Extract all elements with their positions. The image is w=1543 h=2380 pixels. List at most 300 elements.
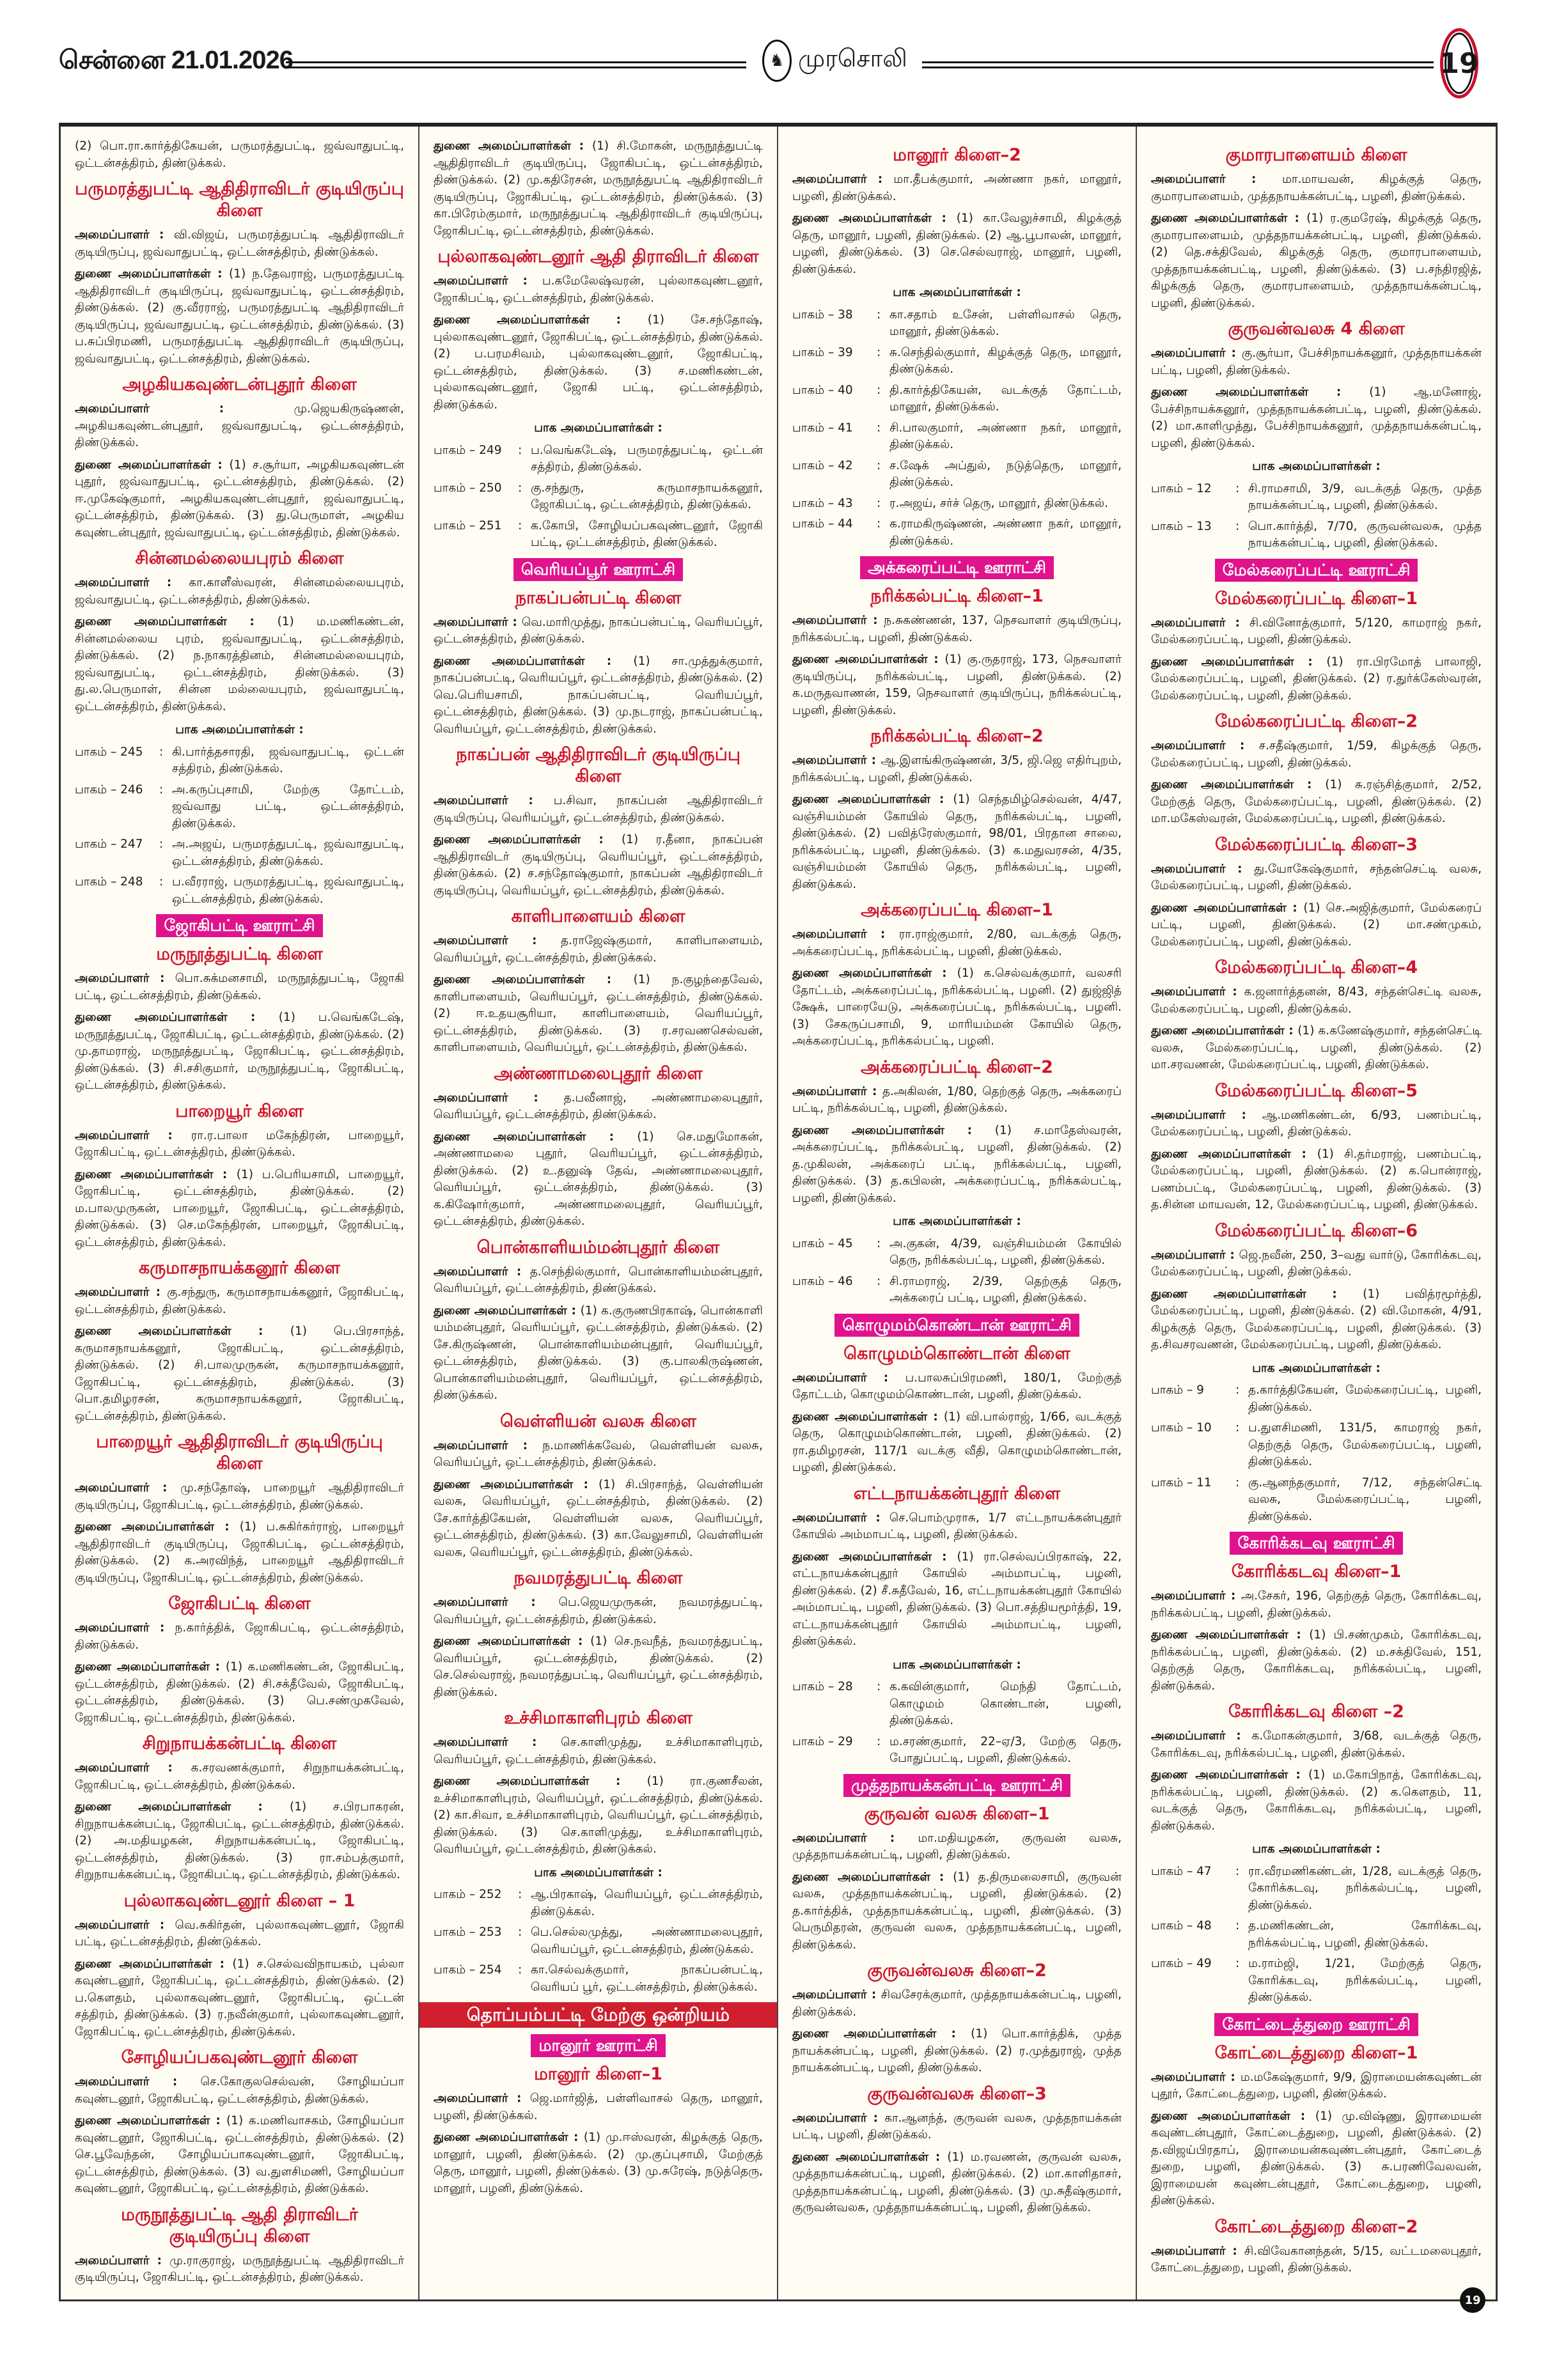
organiser	[75, 2253, 404, 2287]
organiser-label: அமைப்பாளர் :	[75, 1128, 191, 1142]
deputy-organisers-label: துணை அமைப்பாளர்கள் :	[75, 1167, 237, 1181]
booth-organisers-title: பாக அமைப்பாளர்கள் :	[893, 286, 1021, 299]
deputy-organisers	[792, 1409, 1122, 1477]
deputy-organisers-names: (1) மு.ஈஸ்வரன், கிழக்குத் தெரு, மானூர், பழனி, திண்டுக்கல். (2) மு.குப்புசாமி, மேற்குத் தெரு, மானூர், பழனி, திண்டுக்கல். (3) மு.சுரேஷ், நடுத்தெரு, மானூர், பழனி, திண்டுக்கல்.	[434, 2131, 763, 2195]
page-frame	[59, 123, 1498, 2301]
booth-number: பாகம் – 253	[434, 1925, 502, 1939]
dateline: சென்னை 21.01.2026	[59, 46, 294, 74]
organiser	[1151, 345, 1482, 379]
branch-heading: குருவன் வலசு கிளை–1	[864, 1803, 1050, 1824]
deputy-organisers-label: துணை அமைப்பாளர்கள் :	[75, 1520, 240, 1534]
organiser-name: ஆ.மணிகண்டன், 6/93, பணம்பட்டி, மேல்கரைப்பட்டி, பழனி, திண்டுக்கல்.	[1151, 1108, 1482, 1139]
booth-number: பாகம் – 28	[792, 1680, 853, 1693]
organiser	[434, 273, 763, 307]
colon: :	[518, 481, 522, 495]
organiser-label: அமைப்பாளர் :	[75, 1918, 175, 1932]
deputy-organisers-label: துணை அமைப்பாளர்கள் :	[792, 2027, 971, 2041]
deputy-organisers-label: துணை அமைப்பாளர்கள் :	[1151, 1287, 1363, 1301]
branch-heading: குருவன்வலசு கிளை–3	[867, 2083, 1047, 2104]
organiser	[75, 401, 404, 452]
organiser-name: ஜெ.நவீன், 250, 3–வது வார்டு, கோரிக்கடவு, மேல்கரைப்பட்டி, பழனி, திண்டுக்கல்.	[1151, 1248, 1482, 1279]
deputy-organisers-names: (1) க.கணேஷ்குமார், சந்தன்செட்டி வலசு, மேல்கரைப்பட்டி, பழனி, திண்டுக்கல். (2) மா.சரவணன், மேல்கரைப்பட்டி, பழனி, திண்டுக்கல்.	[1151, 1024, 1482, 1071]
deputy-organisers-label: துணை அமைப்பாளர்கள் :	[1151, 2109, 1315, 2123]
organiser-label: அமைப்பாளர் :	[1151, 1729, 1252, 1743]
organiser-label: அமைப்பாளர் :	[792, 928, 899, 941]
booth-organiser: சி.பாலகுமார், அண்ணா நகர், மானூர், திண்டுக்கல்.	[889, 421, 1122, 451]
organiser	[1151, 171, 1482, 205]
booth-organiser: அ.குகன், 4/39, வஞ்சியம்மன் கோயில் தெரு, நரிக்கல்பட்டி, பழனி, திண்டுக்கல்.	[889, 1236, 1122, 1267]
organiser-name: க.சரவணக்குமார், சிறுநாயக்கன்பட்டி, ஜோகிபட்டி, ஒட்டன்சத்திரம், திண்டுக்கல்.	[75, 1761, 404, 1792]
booth-organiser: கு.ஆனந்தகுமார், 7/12, சந்தன்செட்டி வலசு, மேல்கரைப்பட்டி, பழனி, திண்டுக்கல்.	[1248, 1475, 1482, 1523]
deputy-organisers-names: (1) பி.சண்முகம், கோரிக்கடவு, நரிக்கல்பட்டி, பழனி, திண்டுக்கல். (2) ம.சக்திவேல், 151, தெற்குத் தெரு, கோரிக்கடவு, நரிக்கல்பட்டி, பழனி, திண்டுக்கல்.	[1151, 1628, 1482, 1693]
branch-section	[1151, 318, 1482, 552]
booth-organisers-title: பாக அமைப்பாளர்கள் :	[1252, 1842, 1381, 1856]
deputy-organisers-label: துணை அமைப்பாளர்கள் :	[434, 654, 634, 668]
branch-heading: கொழுமம்கொண்டான் கிளை	[843, 1343, 1070, 1364]
organiser-label: அமைப்பாளர் :	[792, 1084, 882, 1098]
booth-number: பாகம் – 38	[792, 307, 853, 322]
colon: :	[1235, 1919, 1240, 1933]
branch-heading: கோரிக்கடவு கிளை–1	[1231, 1562, 1402, 1582]
booth-number: பாகம் – 46	[792, 1274, 853, 1288]
organiser	[434, 793, 763, 827]
booth-organiser: ப.வீரராஜ், பருமரத்துபட்டி, ஜவ்வாதுபட்டி, ஒட்டன்சத்திரம், திண்டுக்கல்.	[172, 875, 404, 906]
organiser-name: செ.காளிமுத்து, உச்சிமாகாளிபுரம், வெரியப்பூர், ஒட்டன்சத்திரம், திண்டுக்கல்.	[434, 1736, 763, 1766]
branch-heading: உச்சிமாகாளிபுரம் கிளை	[504, 1708, 693, 1728]
colon: :	[877, 421, 881, 435]
organiser	[75, 1620, 404, 1654]
branch-heading: கோரிக்கடவு கிளை –2	[1228, 1702, 1404, 1722]
organiser-label: அமைப்பாளர் :	[1151, 2070, 1241, 2084]
deputy-organisers	[1151, 1286, 1482, 1354]
branch-section	[792, 2083, 1122, 2217]
organiser-name: ந.சுகண்ணன், 137, நெசவாளர் குடியிருப்பு, நரிக்கல்பட்டி, பழனி, திண்டுக்கல்.	[792, 614, 1122, 644]
deputy-organisers	[75, 1659, 404, 1727]
colon: :	[159, 875, 164, 889]
organiser-name: அ.சேகர், 196, தெற்குத் தெரு, கோரிக்கடவு, நரிக்கல்பட்டி, பழனி, திண்டுக்கல்.	[1151, 1589, 1482, 1620]
organiser-name: ரா.ராஜ்குமார், 2/80, வடக்குத் தெரு, அக்கரைப்பட்டி, நரிக்கல்பட்டி, பழனி, திண்டுக்கல்.	[792, 928, 1122, 958]
organiser-name: ச.சதீஷ்குமார், 1/59, கிழக்குத் தெரு, மேல்கரைப்பட்டி, பழனி, திண்டுக்கல்.	[1151, 739, 1482, 770]
organiser-name: கு.சந்துரு, கருமாசநாயக்கனூர், ஜோகிபட்டி, ஒட்டன்சத்திரம், திண்டுக்கல்.	[75, 1286, 404, 1316]
booth-organiser: ச.ஷேக் அப்துல், நடுத்தெரு, மானூர், திண்டுக்கல்.	[889, 458, 1122, 489]
branch-section	[1151, 1220, 1482, 1526]
organiser	[434, 614, 763, 648]
booth-organiser-row	[792, 458, 1122, 492]
booth-number: பாகம் – 48	[1151, 1919, 1212, 1933]
branch-section	[434, 246, 763, 552]
booth-organiser-row	[1151, 1863, 1482, 1915]
booth-organiser-row	[75, 874, 404, 908]
booth-organiser-row	[1151, 1918, 1482, 1952]
organiser-label: அமைப்பாளர் :	[75, 402, 294, 416]
organiser-label: அமைப்பாளர் :	[792, 1511, 889, 1525]
deputy-organisers-names: (1) ம.மணிகண்டன், சின்னமல்லைய புரம், ஜவ்வாதுபட்டி, ஒட்டன்சத்திரம், திண்டுக்கல். (2) ந.நாகரத்தினம், சின்னமல்லையபுரம், ஜவ்வாதுபட்டி, ஒட்டன்சத்திரம், திண்டுக்கல். (3) து.ல.பெருமாள், சின்ன மல்லையபுரம், ஜவ்வாதுபட்டி, ஒட்டன்சத்திரம், திண்டுக்கல்.	[75, 615, 404, 713]
booth-organiser-row	[792, 1273, 1122, 1307]
organiser-label: அமைப்பாளர் :	[1151, 1589, 1241, 1603]
organiser-label: அமைப்பாளர் :	[792, 2111, 885, 2125]
organiser-label: அமைப்பாளர் :	[434, 934, 561, 947]
deputy-organisers-label: துணை அமைப்பாளர்கள் :	[1151, 385, 1370, 399]
organiser-label: அமைப்பாளர் :	[434, 1596, 559, 1609]
branch-heading: மானூர் கிளை–2	[893, 145, 1021, 165]
branch-heading: சிறுநாயக்கன்பட்டி கிளை	[142, 1734, 337, 1754]
deputy-organisers-label: துணை அமைப்பாளர்கள் :	[1151, 1147, 1317, 1161]
deputy-organisers-label: துணை அமைப்பாளர்கள் :	[792, 2150, 948, 2164]
organiser-label: அமைப்பாளர் :	[1151, 985, 1244, 999]
booth-number: பாகம் – 49	[1151, 1957, 1212, 1970]
branch-section	[434, 2064, 763, 2197]
deputy-organisers-names: (1) க.மணிவாசகம், சோழியப்பா கவுண்டனூர், ஜோகிபட்டி, ஒட்டன்சத்திரம், திண்டுக்கல். (2) செ.பூவேந்தன், சோழியப்பாகவுண்டனூர், ஜோகிபட்டி, ஒட்டன்சத்திரம், திண்டுக்கல். (3) வ.துளசிமணி, சோழியப்பா கவுண்டனூர், ஜோகிபட்டி, ஒட்டன்சத்திரம், திண்டுக்கல்.	[75, 2114, 404, 2195]
deputy-organisers-names: (1) ச.சூர்யா, அழகியகவுண்டன் புதூர், ஜவ்வாதுபட்டி, ஒட்டன்சத்திரம், திண்டுக்கல். (2) ஈ.முகேஷ்குமார், அழகியகவுண்டன்புதூர், ஜவ்வாதுபட்டி, ஒட்டன்சத்திரம், திண்டுக்கல். (3) து.பெருமாள், அழகிய கவுண்டன்புதூர், ஜவ்வாதுபட்டி, ஒட்டன்சத்திரம், திண்டுக்கல்.	[75, 458, 404, 540]
deputy-organisers	[434, 312, 763, 414]
colon: :	[877, 496, 881, 510]
deputy-organisers-names: (1) க.குருணபிரகாஷ், பொன்காளி யம்மன்புதூர், வெரியப்பூர், ஒட்டன்சத்திரம், திண்டுக்கல். (2) சே.கிருஷ்ணன், பொன்காளியம்மன்புதூர், வெரியப்பூர், ஒட்டன்சத்திரம், திண்டுக்கல். (3) கு.பாலகிருஷ்ணன், பொன்காளியம்மன்புதூர், வெரியப்பூர், ஒட்டன்சத்திரம், திண்டுக்கல்.	[434, 1303, 763, 1402]
branch-heading: குருவன்வலசு 4 கிளை	[1228, 319, 1405, 339]
deputy-organisers-names: (1) சி.மோகன், மருநூத்துபட்டி ஆதிதிராவிடர் குடியிருப்பு, ஜோகிபட்டி, ஒட்டன்சத்திரம், திண்டுக்கல். (2) மு.கதிரேசன், மருநூத்துபட்டி ஆதிதிராவிடர் குடியிருப்பு, ஜோகிபட்டி, ஒட்டன்சத்திரம், திண்டுக்கல். (3) கா.பிரேம்குமார், மருநூத்துபட்டி ஆதிதிராவிடர் குடியிருப்பு, ஜோகிபட்டி, ஒட்டன்சத்திரம், திண்டுக்கல்.	[434, 139, 763, 238]
organiser-name: த.செந்தில்குமார், பொன்காளியம்மன்புதூர், வெரியப்பூர், ஒட்டன்சத்திரம், திண்டுக்கல்.	[434, 1264, 764, 1295]
deputy-organisers-label: துணை அமைப்பாளர்கள் :	[792, 212, 957, 225]
deputy-organisers-names: (1) க.மணிகண்டன், ஜோகிபட்டி, ஒட்டன்சத்திரம், திண்டுக்கல். (2) சி.சக்தீவேல், ஜோகிபட்டி, ஒட்டன்சத்திரம், திண்டுக்கல். (3) பெ.சண்முகவேல், ஜோகிபட்டி, ஒட்டன்சத்திரம், திண்டுக்கல்.	[75, 1660, 404, 1725]
deputy-organisers	[434, 1129, 763, 1231]
organiser-label: அமைப்பாளர் :	[1151, 1248, 1239, 1262]
branch-section	[792, 144, 1122, 550]
organiser-label: அமைப்பாளர் :	[1151, 616, 1249, 630]
branch-section	[1151, 144, 1482, 312]
organiser-label: அமைப்பாளர் :	[792, 173, 894, 186]
booth-organiser: த.மணிகண்டன், கோரிக்கடவு, நரிக்கல்பட்டி, பழனி, திண்டுக்கல்.	[1248, 1919, 1482, 1950]
colon: :	[518, 1888, 522, 1901]
column-1	[61, 127, 419, 2299]
booth-organiser-row	[434, 480, 763, 514]
deputy-organisers-names: (1) வி.பால்ராஜ், 1/66, வடக்குத் தெரு, கொழுமம்கொண்டான், பழனி, திண்டுக்கல். (2) ரா.தமிழரசன், 117/1 வடக்கு வீதி, கொழுமம்கொண்டான், பழனி, திண்டுக்கல்.	[792, 1410, 1122, 1474]
booth-number: பாகம் – 43	[792, 496, 853, 510]
deputy-organisers	[75, 266, 404, 368]
branch-section	[1151, 1561, 1482, 1695]
booth-organiser-row	[1151, 1475, 1482, 1526]
booth-organisers-title: பாக அமைப்பாளர்கள் :	[534, 1865, 662, 1879]
deputy-organisers-label: துணை அமைப்பாளர்கள் :	[792, 1123, 995, 1137]
colon: :	[877, 307, 881, 322]
deputy-organisers	[792, 2026, 1122, 2077]
organiser	[75, 2074, 404, 2108]
branch-section	[792, 899, 1122, 1050]
branch-section	[792, 1483, 1122, 1768]
organiser	[1151, 861, 1482, 895]
booth-organiser-row	[792, 1236, 1122, 1270]
deputy-organisers	[75, 1799, 404, 1884]
booth-organiser-row	[792, 495, 1122, 513]
booth-organiser: க.கவின்குமார், மெந்தி தோட்டம், கொழுமம் கொண்டான், பழனி, திண்டுக்கல்.	[889, 1680, 1122, 1727]
deputy-organisers	[75, 1323, 404, 1425]
branch-heading: நவமரத்துபட்டி கிளை	[513, 1568, 683, 1588]
booth-number: பாகம் – 44	[792, 517, 853, 531]
organiser-name: ஜெ.மார்ஜித், பள்ளிவாசல் தெரு, மானூர், பழனி, திண்டுக்கல்.	[434, 2092, 763, 2122]
organiser-name: ப.சிவா, நாகப்பன் ஆதிதிராவிடர் குடியிருப்பு, வெரியப்பூர், ஒட்டன்சத்திரம், திண்டுக்கல்.	[434, 794, 763, 825]
branch-heading: மருநூத்துபட்டி கிளை	[156, 944, 323, 964]
panchayat-banner: மேல்கரைப்பட்டி ஊராட்சி	[1215, 559, 1418, 582]
panchayat-banner: கொழுமம்கொண்டான் ஊராட்சி	[834, 1314, 1079, 1337]
booth-number: பாகம் – 40	[792, 383, 853, 397]
organiser-label: அமைப்பாளர் :	[434, 1264, 530, 1279]
colon: :	[1235, 1957, 1240, 1970]
colon: :	[518, 518, 522, 533]
booth-number: பாகம் – 29	[792, 1734, 853, 1748]
deputy-organisers	[1151, 654, 1482, 705]
deputy-organisers-names: (1) த.திருமலைசாமி, குருவன் வலசு, முத்தநாயக்கன்பட்டி, பழனி, திண்டுக்கல். (2) த.கார்த்திக், முத்தநாயக்கன்பட்டி, பழனி, திண்டுக்கல். (3) பெருமிதரன், குருவன் வலசு, முத்தநாயக்கன்பட்டி, பழனி, திண்டுக்கல்.	[792, 1870, 1122, 1952]
deputy-organisers-names: (1) ச.பிரபாகரன், சிறுநாயக்கன்பட்டி, ஜோகிபட்டி, ஒட்டன்சத்திரம், திண்டுக்கல். (2) அ.மதியழகன், சிறுநாயக்கன்பட்டி, ஜோகிபட்டி, ஒட்டன்சத்திரம், திண்டுக்கல். (3) ரா.சம்பத்குமார், சிறுநாயக்கன்பட்டி, ஜோகிபட்டி, ஒட்டன்சத்திரம், திண்டுக்கல்.	[75, 1800, 404, 1881]
deputy-organisers	[1151, 1146, 1482, 1214]
deputy-organisers-label: துணை அமைப்பாளர்கள் :	[792, 1870, 953, 1884]
booth-organiser-row	[1151, 1956, 1482, 2007]
panchayat-banner: ஜோகிபட்டி ஊராட்சி	[156, 914, 322, 937]
deputy-organisers-label: துணை அமைப்பாளர்கள் :	[434, 833, 622, 846]
branch-section	[75, 944, 404, 1094]
organiser	[75, 1480, 404, 1514]
booth-organiser: க.ராமகிருஷ்ணன், அண்ணா நகர், மானூர், திண்டுக்கல்.	[889, 517, 1122, 548]
organiser	[1151, 2243, 1482, 2277]
booth-organiser-row	[792, 516, 1122, 550]
branch-heading: நரிக்கல்பட்டி கிளை–2	[870, 726, 1044, 746]
branch-heading: கருமாசநாயக்கனூர் கிளை	[139, 1258, 340, 1278]
branch-section	[75, 1593, 404, 1727]
deputy-organisers-names: (1) ந.தேவராஜ், பருமரத்துபட்டி ஆதிதிராவிடர் குடியிருப்பு, ஜவ்வாதுபட்டி, ஒட்டன்சத்திரம், திண்டுக்கல். (2) கு.வீரராஜ், பருமரத்துபட்டி ஆதிதிராவிடர் குடியிருப்பு, ஜவ்வாதுபட்டி, ஒட்டன்சத்திரம், திண்டுக்கல். (3) ப.சுப்பிரமணி, பருமரத்துபட்டி ஆதிதிராவிடர் குடியிருப்பு, ஜவ்வாதுபட்டி, ஒட்டன்சத்திரம், திண்டுக்கல்.	[75, 267, 404, 366]
branch-heading: அக்கரைப்பட்டி கிளை–2	[861, 1057, 1053, 1077]
deputy-organisers	[792, 1869, 1122, 1954]
colon: :	[877, 1734, 881, 1748]
branch-heading: மேல்கரைப்பட்டி கிளை–3	[1215, 834, 1418, 855]
branch-heading: குருவன்வலசு கிளை–2	[867, 1961, 1047, 1980]
organiser-label: அமைப்பாளர் :	[792, 1831, 918, 1845]
organiser-label: அமைப்பாளர் :	[75, 2075, 201, 2088]
booth-organiser-row	[75, 782, 404, 833]
organiser	[75, 1128, 404, 1162]
colon: :	[1235, 1864, 1240, 1878]
colon: :	[877, 1680, 881, 1693]
organiser	[1151, 1107, 1482, 1141]
organiser	[1151, 2069, 1482, 2103]
organiser-name: த.அகிலன், 1/80, தெற்குத் தெரு, அக்கரைப் பட்டி, நரிக்கல்பட்டி, பழனி, திண்டுக்கல்.	[792, 1084, 1122, 1115]
deputy-organisers-label: துணை அமைப்பாளர்கள் :	[792, 1410, 944, 1424]
organiser-name: க.ஜனார்த்தனன், 8/43, சந்தன்செட்டி வலசு, மேல்கரைப்பட்டி, பழனி, திண்டுக்கல்.	[1151, 985, 1482, 1016]
booth-organiser-row	[1151, 1420, 1482, 1471]
deputy-organisers-names: (1) ர.குமரேஷ், கிழக்குத் தெரு, குமாரபாளையம், முத்தநாயக்கன்பட்டி, பழனி, திண்டுக்கல். (2) தெ.சக்திவேல், கிழக்குத் தெரு, குமாரபாளையம், முத்தநாயக்கன்பட்டி, பழனி, திண்டுக்கல். (3) ப.சந்திரஜித், கிழக்குத் தெரு, குமாரபாளையம், முத்தநாயக்கன்பட்டி, பழனி, திண்டுக்கல்.	[1151, 212, 1482, 310]
colon: :	[1235, 481, 1240, 495]
column-4	[1137, 127, 1496, 2299]
organiser-label: அமைப்பாளர் :	[1151, 862, 1255, 876]
booth-number: பாகம் – 13	[1151, 519, 1212, 533]
deputy-organisers-names: (1) கு.ருதராஜ், 173, நெசவாளர் குடியிருப்பு, நரிக்கல்பட்டி, பழனி, திண்டுக்கல். (2) க.மருதவாணன், 159, நெசவாளர் குடியிருப்பு, நரிக்கல்பட்டி, பழனி, திண்டுக்கல்.	[792, 653, 1122, 717]
booth-organiser-row	[434, 442, 763, 476]
masthead	[59, 26, 1504, 96]
organiser-name: செ.பொம்முராசு, 1/7 எட்டநாயக்கன்புதூர் கோயில் அம்மாபட்டி, பழனி, திண்டுக்கல்.	[792, 1511, 1122, 1541]
booth-number: பாகம் – 47	[1151, 1864, 1212, 1878]
deputy-organisers-label: துணை அமைப்பாளர்கள் :	[434, 1775, 647, 1788]
deputy-organisers	[792, 651, 1122, 719]
organiser	[75, 970, 404, 1004]
deputy-organisers-label: துணை அமைப்பாளர்கள் :	[792, 967, 957, 980]
deputy-organisers-label: துணை அமைப்பாளர்கள் :	[434, 973, 634, 986]
booth-organiser: சி.ராமசாமி, 3/9, வடக்குத் தெரு, முத்த நாயக்கன்பட்டி, பழனி, திண்டுக்கல்.	[1248, 481, 1482, 512]
organiser-name: மு.ராகுராஜ், மருநூத்துபட்டி ஆதிதிராவிடர் குடியிருப்பு, ஜோகிபட்டி, ஒட்டன்சத்திரம், திண்டுக்கல்.	[75, 2253, 405, 2284]
organiser-label: அமைப்பாளர் :	[792, 754, 881, 767]
deputy-organisers	[75, 457, 404, 542]
organiser	[434, 1594, 763, 1628]
organiser	[792, 1830, 1122, 1864]
deputy-organisers-names: (1) கா.வேலுச்சாமி, கிழக்குத் தெரு, மானூர், பழனி, திண்டுக்கல். (2) ஆ.பூபாலன், மானூர், பழனி, திண்டுக்கல். (3) செ.செல்வராஜ், மானூர், பழனி, திண்டுக்கல்.	[792, 212, 1122, 276]
organiser-label: அமைப்பாளர் :	[75, 228, 174, 242]
branch-section	[1151, 1701, 1482, 2007]
organiser-name: மு.சந்தோஷ், பாறையூர் ஆதிதிராவிடர் குடியிருப்பு, ஜோகிபட்டி, ஒட்டன்சத்திரம், திண்டுக்கல்.	[75, 1481, 404, 1512]
deputy-organisers-names: (1) ரா.பிரமோத் பாலாஜி, மேல்கரைப்பட்டி, பழனி, திண்டுக்கல். (2) ர.துர்க்கேஸ்வரன், மேல்கரைப்பட்டி, பழனி, திண்டுக்கல்.	[1151, 655, 1482, 703]
branch-section	[1151, 957, 1482, 1074]
organiser	[75, 575, 404, 609]
branch-section	[434, 1063, 763, 1231]
branch-section	[792, 1960, 1122, 2077]
organiser-name: கா.காளீஸ்வரன், சின்னமல்லையபுரம், ஜவ்வாதுபட்டி, ஒட்டன்சத்திரம், திண்டுக்கல்.	[75, 576, 404, 607]
deputy-organisers	[434, 832, 763, 899]
organiser	[75, 1917, 404, 1951]
deputy-organisers-names: (1) ந.குழந்தைவேல், காளிபாளையம், வெரியப்பூர், ஒட்டன்சத்திரம், திண்டுக்கல். (2) ஈ.உதயசூரியா, காளிபாளையம், வெரியப்பூர், ஒட்டன்சத்திரம், திண்டுக்கல். (3) ர.சரவணசெல்வன், காளிபாளையம், வெரியப்பூர், ஒட்டன்சத்திரம், திண்டுக்கல்.	[434, 973, 763, 1054]
panchayat-banner: வெரியப்பூர் ஊராட்சி	[513, 558, 683, 581]
booth-organiser-row	[1151, 1382, 1482, 1416]
organiser-name: செ.கோகுலசெல்வன், சோழியப்பா கவுண்டனூர், ஜோகிபட்டி, ஒட்டன்சத்திரம், திண்டுக்கல்.	[75, 2075, 404, 2106]
branch-section	[792, 1803, 1122, 1954]
deputy-organisers	[75, 1009, 404, 1094]
branch-section	[1151, 834, 1482, 951]
organiser-name: கா.ஆனந்த், குருவன் வலசு, முத்தநாயக்கன் பட்டி, பழனி, திண்டுக்கல்.	[792, 2111, 1122, 2142]
booth-organiser: கி.பார்த்தசாரதி, ஜவ்வாதுபட்டி, ஒட்டன் சத்திரம், திண்டுக்கல்.	[172, 745, 404, 775]
deputy-organisers-names: (1) ஆ.மனோஜ், பேச்சிநாயக்கனூர், முத்தநாயக்கன்பட்டி, பழனி, திண்டுக்கல். (2) மா.காளிமுத்து, பேச்சிநாயக்கனூர், முத்தநாயக்கன்பட்டி, பழனி, திண்டுக்கல்.	[1151, 385, 1482, 450]
branch-heading: சோழியப்பகவுண்டனூர் கிளை	[121, 2048, 358, 2067]
branch-heading: நாகப்பன்பட்டி கிளை	[515, 587, 682, 608]
branch-heading: பொன்காளியம்மன்புதூர் கிளை	[476, 1237, 720, 1257]
organiser	[792, 1510, 1122, 1544]
deputy-organisers	[434, 1303, 763, 1404]
branch-section	[1151, 2216, 1482, 2277]
columns	[61, 127, 1496, 2299]
deputy-organisers-names: (1) சே.சந்தோஷ், புல்லாகவுண்டனூர், ஜோகிபட்டி, ஒட்டன்சத்திரம், திண்டுக்கல். (2) ப.பரமசிவம், புல்லாகவுண்டனூர், ஜோகிபட்டி, ஒட்டன்சத்திரம், திண்டுக்கல். (3) ச.மணிகண்டன், புல்லாகவுண்டனூர், ஜோகி பட்டி, ஒட்டன்சத்திரம், திண்டுக்கல்.	[434, 313, 763, 412]
branch-section	[434, 1237, 763, 1404]
branch-heading: பாறையூர் ஆதிதிராவிடர் குடியிருப்பு கிளை	[96, 1432, 383, 1474]
organiser	[434, 933, 763, 967]
colon: :	[1235, 1475, 1240, 1489]
deputy-organisers-names: (1) ரா.செல்வப்பிரகாஷ், 22, எட்டநாயக்கன்புதூர் கோயில் அம்மாபட்டி, பழனி, திண்டுக்கல். (2) சீ.சுதீவேல், 16, எட்டநாயக்கன்புதூர் கோயில் அம்மாபட்டி, பழனி, திண்டுக்கல். (3) பொ.சத்தியமூர்த்தி, 19, எட்டநாயக்கன்புதூர் கோயில் அம்மாபட்டி, பழனி, திண்டுக்கல்.	[792, 1550, 1122, 1648]
drum-logo-icon: ♞	[762, 40, 792, 82]
branch-heading: அழகியகவுண்டன்புதூர் கிளை	[122, 375, 357, 394]
booth-organisers-title: பாக அமைப்பாளர்கள் :	[1252, 460, 1381, 473]
booth-organiser-row	[434, 1924, 763, 1958]
deputy-organisers	[792, 791, 1122, 893]
colon: :	[1235, 1421, 1240, 1435]
branch-section	[792, 1343, 1122, 1477]
booth-organiser-row	[1151, 518, 1482, 552]
organiser	[792, 926, 1122, 960]
branch-section	[434, 587, 763, 738]
booth-organiser: ர.அஜய், சர்ச் தெரு, மானூர், திண்டுக்கல்.	[889, 496, 1109, 510]
deputy-organisers-label: துணை அமைப்பாளர்கள் :	[792, 653, 945, 666]
deputy-organisers	[434, 2129, 763, 2197]
organiser	[75, 227, 404, 261]
deputy-organisers-names: (1) ப.வெங்கடேஷ், மருநூத்துபட்டி, ஜோகிபட்டி, ஒட்டன்சத்திரம், திண்டுக்கல். (2) மு.தாமராஜ், மருநூத்துபட்டி, ஜோகிபட்டி, ஒட்டன்சத்திரம், திண்டுக்கல். (3) சி.சசிகுமார், மருநூத்துபட்டி, ஜோகிபட்டி, ஒட்டன்சத்திரம், திண்டுக்கல்.	[75, 1011, 404, 1092]
deputy-organisers-label: துணை அமைப்பாளர்கள் :	[1151, 655, 1327, 669]
deputy-organisers	[434, 1773, 763, 1858]
deputy-organisers-names: (1) க.செல்வக்குமார், வலசரி தோட்டம், அக்கரைப்பட்டி, நரிக்கல்பட்டி, பழனி. (2) துஜ்ஜித் க்ஷேக், பாரையேடு, அக்கரைப்பட்டி, நரிக்கல்பட்டி, பழனி. (3) சேகருப்பசாமி, 9, மாரியம்மன் கோயில் தெரு, அக்கரைப்பட்டி, நரிக்கல்பட்டி, பழனி.	[792, 967, 1122, 1048]
organiser-label: அமைப்பாளர் :	[1151, 346, 1242, 360]
organiser-label: அமைப்பாளர் :	[1151, 2244, 1244, 2258]
deputy-organisers-label: துணை அமைப்பாளர்கள் :	[1151, 1024, 1298, 1038]
deputy-organisers-names: (1) ச.செல்வவிநாயகம், புல்லா கவுண்டனூர், ஜோகிபட்டி, ஒட்டன்சத்திரம், திண்டுக்கல். (2) ப.கௌதம், புல்லாகவுண்டனூர், ஜோகிபட்டி, ஒட்டன் சத்திரம், திண்டுக்கல். (3) ர.நவீன்குமார், புல்லாகவுண்டனூர், ஜோகிபட்டி, ஒட்டன்சத்திரம், திண்டுக்கல்.	[75, 1957, 404, 2039]
organiser-name: வி.விஜய், பருமரத்துபட்டி ஆதிதிராவிடர் குடியிருப்பு, ஜவ்வாதுபட்டி, ஒட்டன்சத்திரம், திண்டுக்கல்.	[75, 228, 404, 259]
booth-organiser: அ.அஜய், பருமரத்துபட்டி, ஜவ்வாதுபட்டி, ஒட்டன்சத்திரம், திண்டுக்கல்.	[172, 837, 404, 868]
deputy-organisers-names: (1) செ.அஜித்குமார், மேல்கரைப் பட்டி, பழனி, திண்டுக்கல். (2) மா.சண்முகம், மேல்கரைப்பட்டி, பழனி, திண்டுக்கல்.	[1151, 901, 1482, 949]
deputy-organisers-names: (1) சு.ரஞ்சித்குமார், 2/52, மேற்குத் தெரு, மேல்கரைப்பட்டி, பழனி, திண்டுக்கல். (2) மா.மகேஸ்வரன், மேல்கரைப்பட்டி, பழனி, திண்டுக்கல்.	[1151, 778, 1482, 825]
branch-section	[792, 726, 1122, 893]
organiser	[792, 752, 1122, 786]
branch-heading: மேல்கரைப்பட்டி கிளை–1	[1215, 588, 1418, 609]
deputy-organisers-names: (1) பொ.கார்த்திக், முத்த நாயக்கன்பட்டி, பழனி, திண்டுக்கல். (2) ர.முத்துராஜ், முத்த நாயக்கன்பட்டி, பழனி, திண்டுக்கல்.	[792, 2027, 1122, 2074]
organiser-name: ம.மகேஷ்குமார், 9/9, இராமையன்கவுண்டன் புதூர், கோட்டைத்துறை, பழனி, திண்டுக்கல்.	[1151, 2070, 1482, 2101]
branch-section	[75, 374, 404, 541]
branch-heading: மானூர் கிளை–1	[534, 2064, 662, 2084]
deputy-organisers	[792, 965, 1122, 1050]
organiser	[75, 1284, 404, 1318]
organiser-name: சி.வினோத்குமார், 5/120, காமராஜ் நகர், மேல்கரைப்பட்டி, பழனி, திண்டுக்கல்.	[1151, 616, 1482, 646]
organiser-name: ப.கமேலேஷ்வரன், புல்லாகவுண்டனூர், ஜோகிபட்டி, ஒட்டன்சத்திரம், திண்டுக்கல்.	[434, 274, 763, 305]
organiser-label: அமைப்பாளர் :	[792, 1371, 905, 1385]
branch-section	[434, 1567, 763, 1701]
branch-heading: மேல்கரைப்பட்டி கிளை–2	[1215, 712, 1418, 731]
column-2	[419, 127, 778, 2299]
booth-number: பாகம் – 42	[792, 458, 853, 472]
colon: :	[518, 443, 522, 457]
booth-organiser-row	[434, 518, 763, 552]
organiser-name: கு.சூர்யா, பேச்சிநாயக்கனூர், முத்தநாயக்கன் பட்டி, பழனி, திண்டுக்கல்.	[1151, 346, 1482, 377]
organiser	[434, 2090, 763, 2124]
branch-heading: குமாரபாளையம் கிளை	[1225, 145, 1407, 165]
booth-organiser-row	[434, 1886, 763, 1920]
organiser	[75, 1760, 404, 1794]
branch-heading: நாகப்பன் ஆதிதிராவிடர் குடியிருப்பு கிளை	[456, 745, 740, 786]
deputy-organisers-label: துணை அமைப்பாளர்கள் :	[75, 1325, 290, 1338]
branch-heading: நரிக்கல்பட்டி கிளை–1	[870, 586, 1044, 606]
deputy-organisers	[434, 138, 763, 240]
deputy-organisers	[1151, 1627, 1482, 1695]
booth-organiser-row	[792, 1734, 1122, 1768]
colon: :	[159, 837, 164, 851]
deputy-organisers-label: துணை அமைப்பாளர்கள் :	[75, 1011, 279, 1024]
branch-section	[75, 1733, 404, 1884]
booth-number: பாகம் – 249	[434, 443, 502, 457]
deputy-organisers	[434, 1633, 763, 1701]
organiser	[434, 1734, 763, 1768]
branch-section	[75, 548, 404, 908]
deputy-organisers	[1151, 1767, 1482, 1835]
organiser-label: அமைப்பாளர் :	[434, 615, 522, 629]
branch-heading: மேல்கரைப்பட்டி கிளை–4	[1215, 958, 1418, 977]
colon: :	[159, 782, 164, 797]
branch-section	[75, 1890, 404, 2041]
deputy-organisers-names: (1) ரா.குணசீலன், உச்சிமாகாளிபுரம், வெரியப்பூர், ஒட்டன்சத்திரம், திண்டுக்கல். (2) கா.சிவா, உச்சிமாகாளிபுரம், வெரியப்பூர், ஒட்டன்சத்திரம், திண்டுக்கல். (3) செ.காளிமுத்து, உச்சிமாகாளிபுரம், வெரியப்பூர், ஒட்டன்சத்திரம், திண்டுக்கல்.	[434, 1775, 763, 1856]
deputy-organisers-label: துணை அமைப்பாளர்கள் :	[75, 2114, 226, 2127]
deputy-organisers-label: துணை அமைப்பாளர்கள் :	[75, 615, 278, 628]
deputy-organisers-label: துணை அமைப்பாளர்கள் :	[75, 267, 230, 281]
organiser	[792, 171, 1122, 205]
booth-organiser-row	[792, 382, 1122, 416]
deputy-organisers-label: துணை அமைப்பாளர்கள் :	[434, 313, 648, 327]
organiser	[792, 2110, 1122, 2144]
colon: :	[877, 458, 881, 472]
deputy-organisers-label: துணை அமைப்பாளர்கள் :	[1151, 1628, 1310, 1642]
